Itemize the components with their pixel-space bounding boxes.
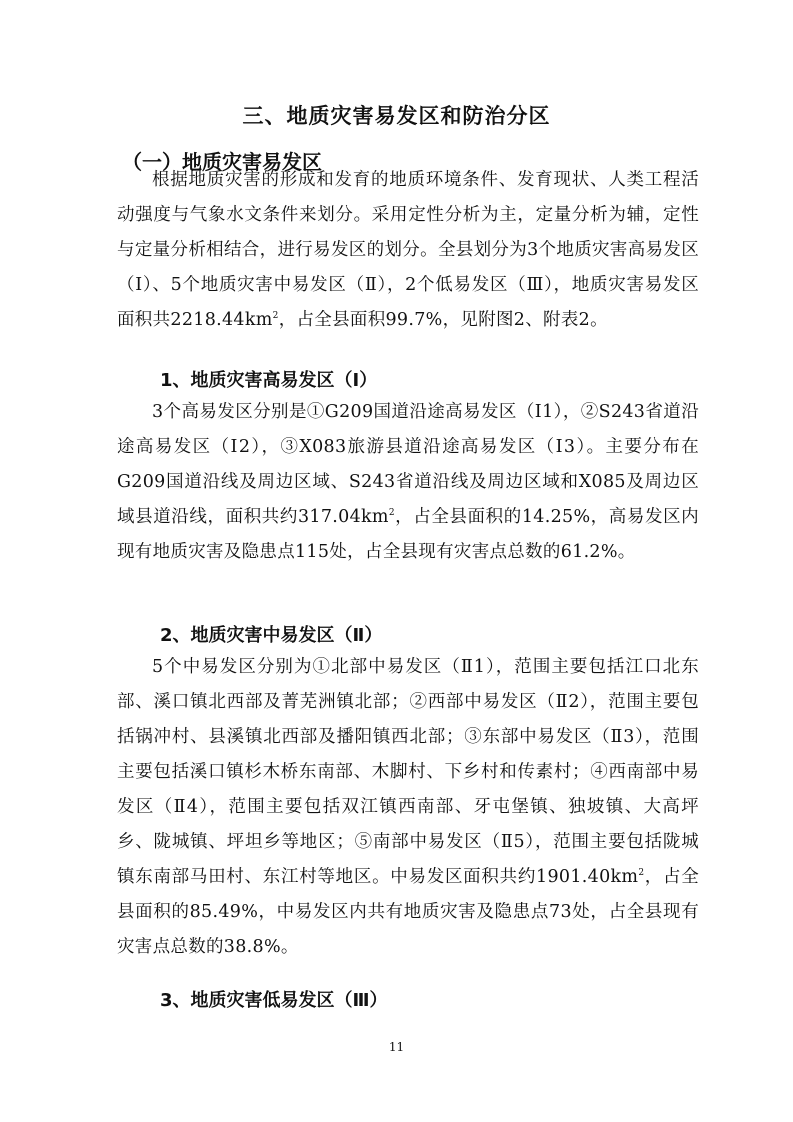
medium-zone-text-end: ，占全县面积的85.49%，中易发区内共有地质灾害及隐患点73处，占全县现有灾害点总数的38.8%。 [117,867,700,957]
intro-paragraph [117,163,699,338]
intro-text-end: ，占全县面积99.7%，见附图2、附表2。 [278,310,608,330]
subsection-heading-low: 3、地质灾害低易发区（Ⅲ） [160,990,388,1011]
page-number: 11 [388,1040,405,1054]
intro-text: 根据地质灾害的形成和发育的地质环境条件、发育现状、人类工程活动强度与气象水文条件来划分。采用定性分析为主，定量分析为辅，定性与定量分析相结合，进行易发区的划分。全县划分为3个地质灾害高易发区（Ⅰ）、5个地质灾害中易发区（Ⅱ），2个低易发区（Ⅲ），地质灾害易发区面积共2218.44km [117,170,699,330]
intro-superscript: 2 [272,311,279,322]
page-title: 三、地质灾害易发区和防治分区 [242,104,551,128]
high-zone-text: 3个高易发区分别是①G209国道沿途高易发区（Ⅰ1），②S243省道沿途高易发区（Ⅰ2），③X083旅游县道沿途高易发区（Ⅰ3）。主要分布在G209国道沿线及周边区域、S243省道沿线及周边区域和X085及周边区域县道沿线，面积共约317.04km [117,402,699,527]
high-zone-superscript: 2 [388,508,395,519]
medium-zone-superscript: 2 [638,868,645,879]
medium-zone-text: 5个中易发区分别为①北部中易发区（Ⅱ1），范围主要包括江口北东部、溪口镇北西部及菁芜洲镇北部；②西部中易发区（Ⅱ2），范围主要包括锅冲村、县溪镇北西部及播阳镇西北部；③东部中易发区（Ⅱ3），范围主要包括溪口镇杉木桥东南部、木脚村、下乡村和传素村；④西南部中易发区（Ⅱ4），范围主要包括双江镇西南部、牙屯堡镇、独坡镇、大高坪乡、陇城镇、坪坦乡等地区；⑤南部中易发区（Ⅱ5），范围主要包括陇城镇东南部马田村、东江村等地区。中易发区面积共约1901.40km [117,657,699,887]
section-heading-hazard-zones: （一）地质灾害易发区 [122,150,322,174]
high-zone-paragraph [117,395,699,570]
high-zone-text-end: ，占全县面积的14.25%，高易发区内现有地质灾害及隐患点115处，占全县现有灾害点总数的61.2%。 [117,507,699,562]
medium-zone-paragraph [117,650,699,965]
subsection-heading-medium: 2、地质灾害中易发区（Ⅱ） [160,625,383,646]
subsection-heading-high: 1、地质灾害高易发区（Ⅰ） [160,370,378,391]
